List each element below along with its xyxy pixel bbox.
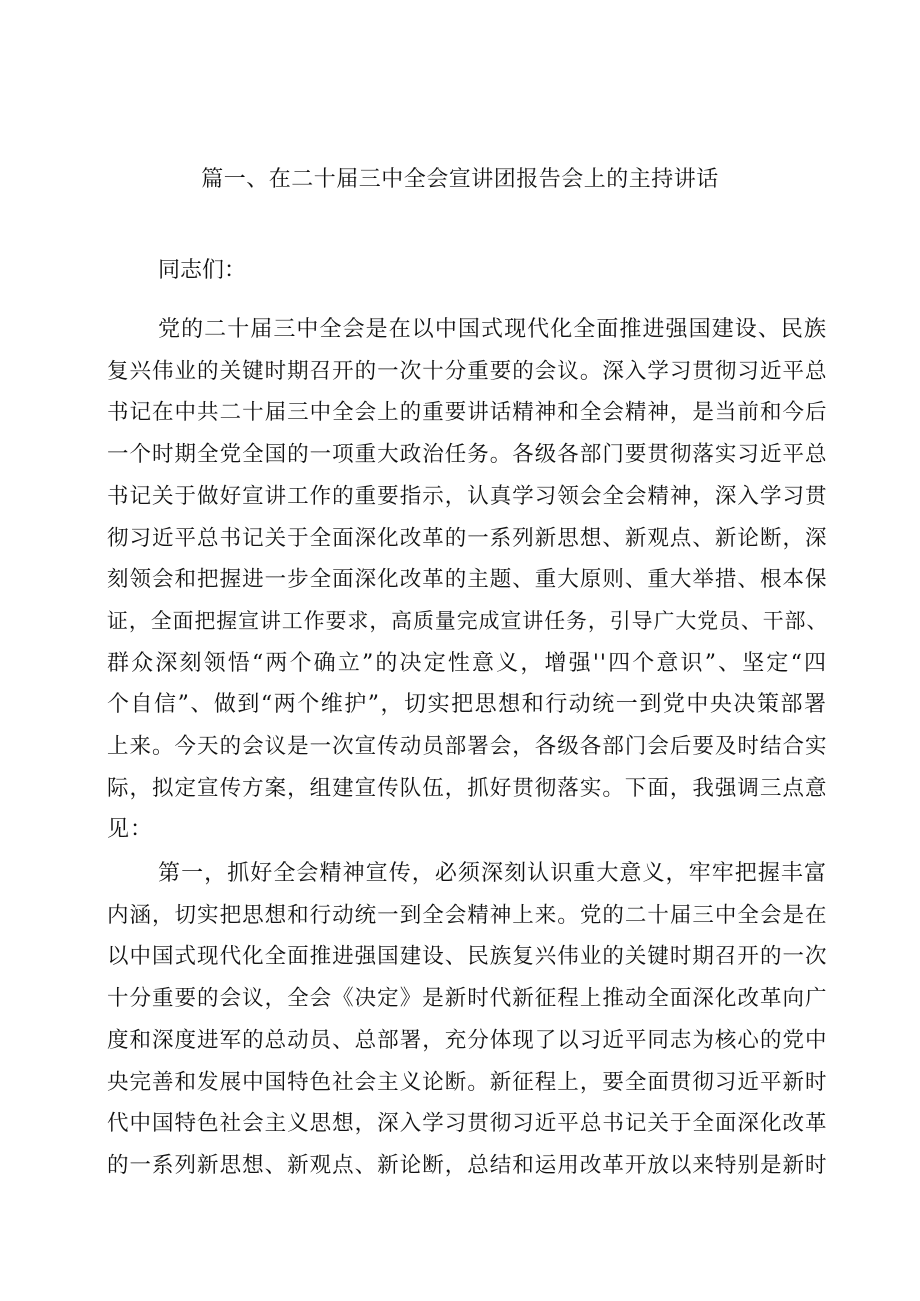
- text-line: 一个时期全党全国的一项重大政治任务。各级各部门要贯彻落实习近平总: [107, 442, 828, 468]
- text-line: 个自信”、做到“两个维护”，切实把思想和行动统一到党中央决策部署: [107, 692, 827, 718]
- text-line: 十分重要的会议，全会《决定》是新时代新征程上推动全面深化改革向广: [107, 986, 828, 1012]
- text-line: 书记关于做好宣讲工作的重要指示，认真学习领会全会精神，深入学习贯: [107, 483, 828, 509]
- text-line: 第一，抓好全会精神宣传，必须深刻认识重大意义，牢牢把握丰富: [158, 861, 827, 886]
- body-paragraph-1: [107, 309, 827, 851]
- text-line: 上来。今天的会议是一次宣传动员部署会，各级各部门会后要及时结合实: [107, 734, 828, 760]
- document-title: 篇一、在二十届三中全会宣讲团报告会上的主持讲话: [201, 167, 719, 192]
- text-line: 彻习近平总书记关于全面深化改革的一系列新思想、新观点、新论断，深: [107, 525, 828, 551]
- text-line: 际，拟定宣传方案，组建宣传队伍，抓好贯彻落实。下面，我强调三点意: [107, 775, 828, 801]
- text-line: 内涵，切实把思想和行动统一到全会精神上来。党的二十届三中全会是在: [107, 902, 828, 928]
- text-line: 复兴伟业的关键时期召开的一次十分重要的会议。深入学习贯彻习近平总: [107, 358, 828, 384]
- text-line: 央完善和发展中国特色社会主义论断。新征程上，要全面贯彻习近平新时: [107, 1069, 828, 1095]
- text-line: 刻领会和把握进一步全面深化改革的主题、重大原则、重大举措、根本保: [107, 567, 828, 593]
- text-line: 证，全面把握宣讲工作要求，高质量完成宣讲任务，引导广大党员、干部、: [107, 608, 829, 633]
- text-line: 党的二十届三中全会是在以中国式现代化全面推进强国建设、民族: [158, 317, 827, 342]
- salutation: 同志们：: [158, 258, 247, 283]
- text-line: 代中国特色社会主义思想，深入学习贯彻习近平总书记关于全面深化改革: [107, 1111, 828, 1137]
- text-line: 度和深度进军的总动员、总部署，充分体现了以习近平同志为核心的党中: [107, 1027, 828, 1053]
- text-line: 以中国式现代化全面推进强国建设、民族复兴伟业的关键时期召开的一次: [107, 944, 828, 970]
- text-line: 书记在中共二十届三中全会上的重要讲话精神和全会精神，是当前和今后: [107, 400, 828, 426]
- text-line: 见：: [107, 817, 154, 843]
- body-paragraph-2: [107, 853, 827, 1187]
- text-line: 的一系列新思想、新观点、新论断，总结和运用改革开放以来特别是新时: [107, 1152, 828, 1178]
- text-line: 群众深刻领悟“两个确立”的决定性意义，增强''四个意识”、坚定“四: [107, 650, 827, 676]
